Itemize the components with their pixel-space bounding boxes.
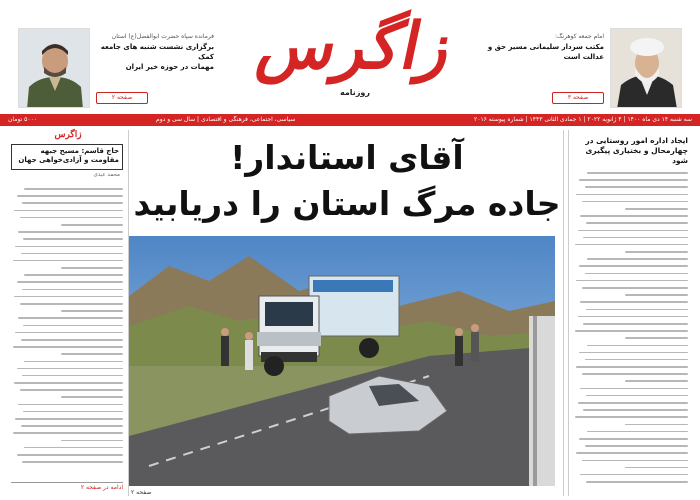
text-line [17, 281, 123, 283]
text-line [585, 445, 689, 447]
text-line [24, 188, 123, 190]
text-line [14, 382, 123, 384]
text-line [20, 217, 123, 219]
logo-wordmark: زاگرس [250, 9, 460, 84]
text-line [587, 258, 688, 260]
text-line [579, 352, 688, 354]
text-line [23, 325, 123, 327]
text-line [22, 375, 123, 377]
text-line [587, 345, 688, 347]
text-line [18, 404, 123, 406]
text-line [20, 303, 123, 305]
text-line [585, 186, 689, 188]
text-line [22, 202, 123, 204]
text-line [582, 460, 688, 462]
text-line [585, 273, 689, 275]
text-line [21, 339, 123, 341]
text-line [575, 244, 688, 246]
main-headline-line2[interactable]: جاده مرگ استان را دریابید [133, 184, 561, 223]
text-line [583, 409, 688, 411]
text-line [61, 224, 123, 226]
logo-block [225, 6, 485, 106]
text-line [15, 332, 123, 334]
text-line [14, 296, 123, 298]
text-line [15, 246, 123, 248]
text-line [586, 481, 688, 483]
text-line [13, 260, 123, 262]
text-line [625, 467, 688, 469]
text-line [13, 432, 123, 434]
text-line [580, 474, 688, 476]
text-line [625, 251, 688, 253]
text-line [23, 411, 123, 413]
text-line [579, 179, 688, 181]
text-line [576, 366, 688, 368]
text-line [587, 431, 688, 433]
text-line [20, 389, 123, 391]
continue-link[interactable]: ادامه در صفحه ۲ [11, 482, 123, 492]
text-line [587, 172, 688, 174]
text-line [61, 396, 123, 398]
text-line [15, 418, 123, 420]
small-logo: زاگرس [54, 130, 82, 140]
text-line [586, 222, 688, 224]
text-line [580, 388, 688, 390]
issue-date: سه شنبه ۱۴ دی ماه ۱۴۰۰ | ۴ ژانویه ۲۰۲۲ | ۱ جمادی الثانی ۱۴۴۳ | شماره پیوسته ۲۰۱۶ [474, 116, 692, 123]
text-line [578, 230, 688, 232]
text-line [576, 280, 688, 282]
text-line [579, 265, 688, 267]
text-line [61, 440, 123, 442]
cleric-portrait [610, 28, 682, 108]
text-line [582, 373, 688, 375]
promo-right-kicker: امام جمعه کوهرنگ: [554, 33, 604, 40]
text-line [21, 425, 123, 427]
text-line [61, 267, 123, 269]
masthead [0, 0, 700, 114]
text-line [18, 231, 123, 233]
left-headline-box[interactable] [11, 144, 123, 170]
paper-label: روزنامه [340, 88, 370, 97]
text-line [583, 237, 688, 239]
text-line [586, 309, 688, 311]
text-line [576, 452, 688, 454]
text-line [585, 359, 689, 361]
text-line [580, 215, 688, 217]
text-line [14, 210, 123, 212]
text-line [23, 238, 123, 240]
text-line [24, 361, 123, 363]
text-line [580, 301, 688, 303]
text-line [13, 346, 123, 348]
right-body-text [573, 172, 688, 483]
text-line [22, 461, 123, 463]
text-line [586, 395, 688, 397]
promo-left-subtitle: مهمات در حوزه خیر ایران [125, 63, 214, 71]
promo-left[interactable] [18, 28, 218, 108]
text-line [625, 424, 688, 426]
left-byline: محمد عبدی [93, 172, 120, 178]
text-line [17, 195, 123, 197]
accident-photo [129, 236, 555, 486]
text-line [576, 194, 688, 196]
text-line [24, 274, 123, 276]
center-story [128, 130, 564, 496]
info-bar [0, 114, 700, 126]
promo-left-title: برگزاری نشست شنبه های جامعه کمک [100, 43, 214, 61]
text-line [579, 438, 688, 440]
right-headline[interactable]: ایجاد اداره امور روستایی در چهارمحال و بختیاری پیگیری شود [585, 136, 688, 165]
left-body-text [11, 188, 123, 468]
text-line [625, 208, 688, 210]
text-line [61, 353, 123, 355]
right-column [568, 130, 692, 496]
text-line [625, 294, 688, 296]
promo-left-kicker: فرمانده سپاه حضرت ابوالفضل(ع) استان [111, 33, 214, 40]
text-line [578, 316, 688, 318]
text-line [24, 447, 123, 449]
text-line [583, 323, 688, 325]
text-line [18, 317, 123, 319]
left-headline: حاج قاسم: مسیح جبهه مقاومت و آزادی‌خواهی جهان [18, 147, 119, 164]
text-line [625, 337, 688, 339]
promo-right[interactable] [482, 28, 682, 108]
text-line [21, 253, 123, 255]
text-line [625, 380, 688, 382]
sections-label: سیاسی، اجتماعی، فرهنگی و اقتصادی | سال سی و دوم [156, 116, 296, 123]
text-line [582, 201, 688, 203]
text-line [575, 416, 688, 418]
main-headline-line1[interactable]: آقای استاندار! [230, 138, 464, 177]
text-line [575, 330, 688, 332]
promo-right-page-tag[interactable]: صفحه ۳ [552, 92, 604, 104]
newspaper-logo [225, 6, 485, 86]
text-line [17, 368, 123, 370]
price-label: ۵۰۰۰ تومان [8, 116, 38, 123]
left-column [8, 130, 126, 496]
text-line [61, 310, 123, 312]
promo-right-title: مکتب سردار سلیمانی مسیر حق و عدالت است [487, 43, 604, 61]
commander-portrait [18, 28, 90, 108]
text-line [578, 402, 688, 404]
promo-left-page-tag[interactable]: صفحه ۲ [96, 92, 148, 104]
text-line [22, 289, 123, 291]
text-line [17, 454, 123, 456]
page-number: صفحه ۲ [131, 489, 152, 496]
text-line [582, 287, 688, 289]
